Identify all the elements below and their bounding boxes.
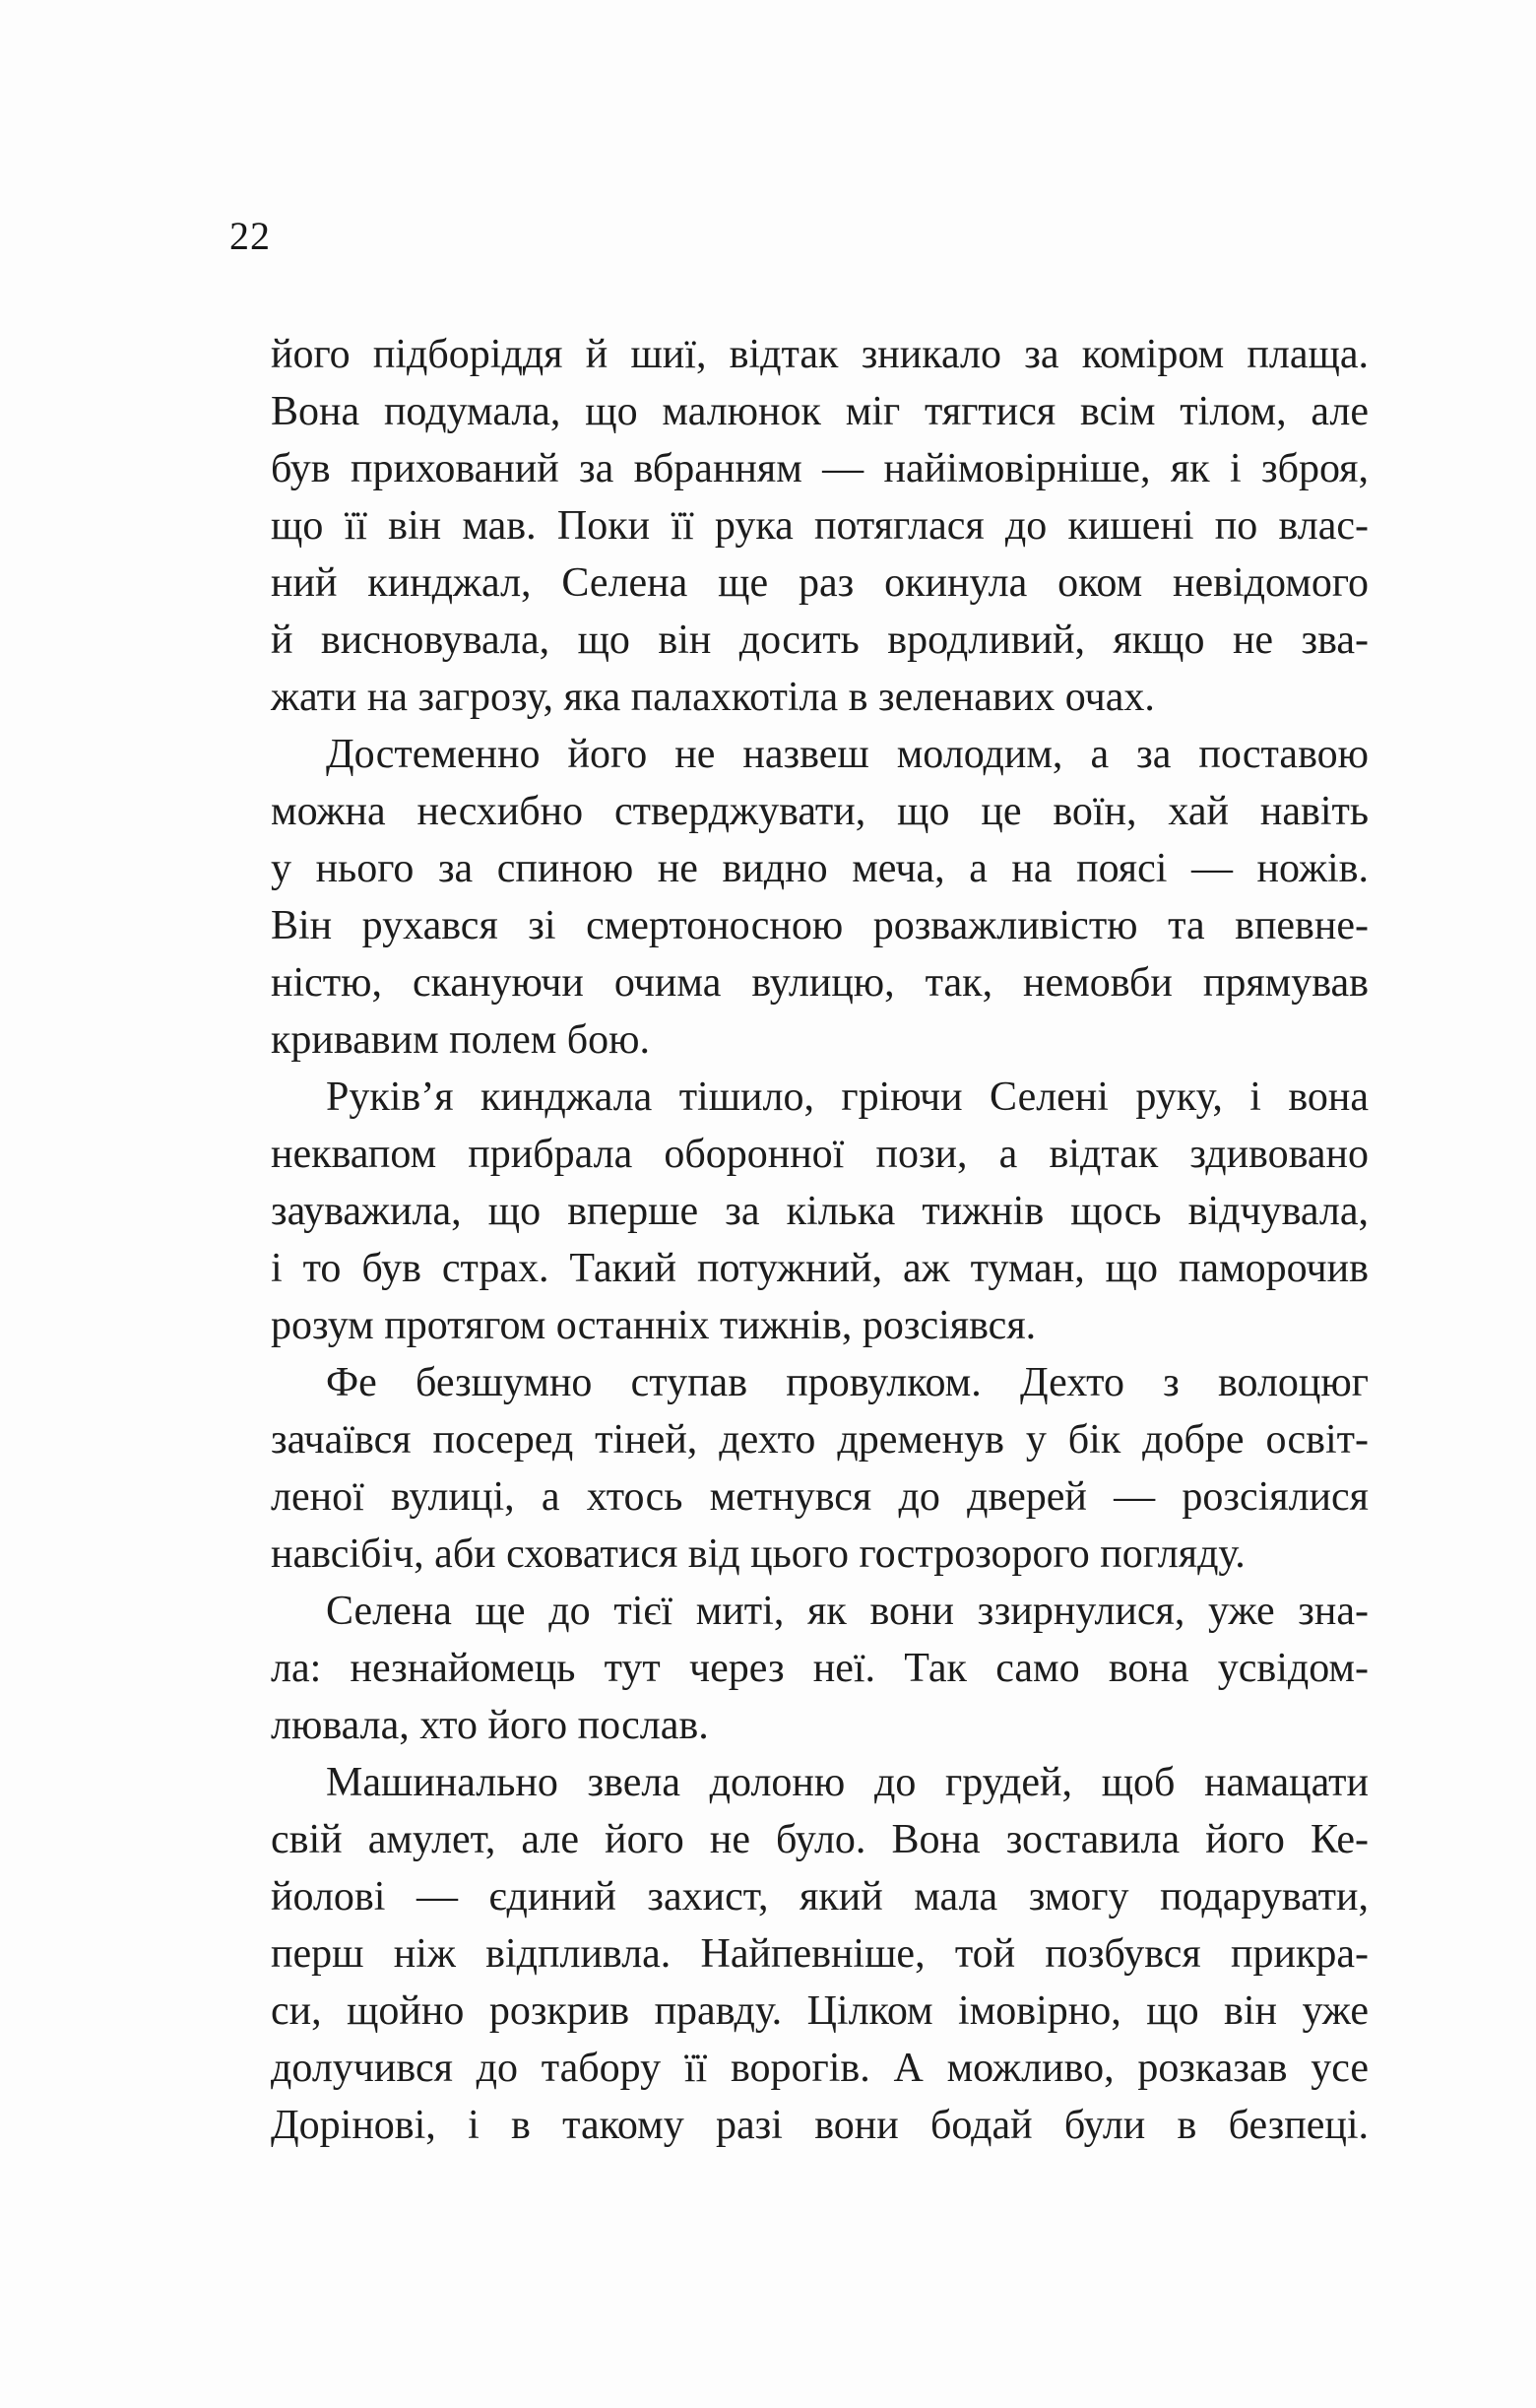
text-line: си, щойно розкрив правду. Цілком імовірно, що він уже — [271, 1988, 1369, 2034]
paragraph — [271, 1354, 1369, 1583]
text-line: ла: незнайомець тут через неї. Так само вона усвідом- — [271, 1646, 1369, 1691]
text-line: й висновувала, що він досить вродливий, якщо не зва- — [271, 618, 1369, 663]
text-line: зачаївся посеред тіней, дехто дременув у бік добре освіт- — [271, 1417, 1369, 1463]
text-line: Достеменно його не назвеш молодим, а за поставою — [326, 732, 1369, 777]
paragraph — [271, 1583, 1369, 1754]
text-line: йолові — єдиний захист, який мала змогу подарувати, — [271, 1874, 1369, 1920]
text-line: у нього за спиною не видно меча, а на поясі — ножів. — [271, 846, 1369, 891]
text-line: ний кинджал, Селена ще раз окинула оком невідомого — [271, 560, 1369, 606]
paragraph — [271, 1069, 1369, 1354]
text-line: свій амулет, але його не було. Вона зоставила його Ке- — [271, 1817, 1369, 1862]
text-line: що її він мав. Поки її рука потяглася до кишені по влас- — [271, 503, 1369, 549]
text-line: долучився до табору її ворогів. А можливо, розказав усе — [271, 2046, 1369, 2091]
text-line: Вона подумала, що малюнок міг тягтися всім тілом, але — [271, 389, 1369, 434]
text-line: Він рухався зі смертоносною розважливістю та впевне- — [271, 903, 1369, 948]
text-line: перш ніж відпливла. Найпевніше, той позбувся прикра- — [271, 1931, 1369, 1977]
text-line: зауважила, що вперше за кілька тижнів щось відчувала, — [271, 1189, 1369, 1234]
body-text-block — [271, 326, 1369, 2154]
text-line: ністю, скануючи очима вулицю, так, немовби прямував — [271, 960, 1369, 1006]
text-line: Машинально звела долоню до грудей, щоб намацати — [326, 1760, 1369, 1805]
text-line: Руків’я кинджала тішило, гріючи Селені руку, і вона — [326, 1074, 1369, 1120]
text-line: був прихований за вбранням — найімовірніше, як і зброя, — [271, 446, 1369, 491]
paragraph — [271, 326, 1369, 726]
text-line: Фе безшумно ступав провулком. Дехто з волоцюг — [326, 1360, 1369, 1405]
text-line: Селена ще до тієї миті, як вони ззирнулися, уже зна- — [326, 1589, 1369, 1634]
text-line: лювала, хто його послав. — [271, 1703, 709, 1748]
paragraph — [271, 1754, 1369, 2154]
text-line: жати на загрозу, яка палахкотіла в зеленавих очах. — [271, 675, 1155, 720]
text-line: і то був страх. Такий потужний, аж туман, що паморочив — [271, 1246, 1369, 1291]
text-line: леної вулиці, а хтось метнувся до дверей — розсіялися — [271, 1474, 1369, 1520]
text-line: неквапом прибрала оборонної пози, а відтак здивовано — [271, 1132, 1369, 1177]
paragraph — [271, 726, 1369, 1069]
text-line: розум протягом останніх тижнів, розсіявся. — [271, 1303, 1037, 1348]
text-line: його підборіддя й шиї, відтак зникало за коміром плаща. — [271, 332, 1369, 377]
page-number: 22 — [229, 214, 271, 258]
text-line: Дорінові, і в такому разі вони бодай були в безпеці. — [271, 2103, 1369, 2148]
text-line: кривавим полем бою. — [271, 1017, 651, 1063]
text-line: навсібіч, аби сховатися від цього гострозорого погляду. — [271, 1531, 1246, 1577]
text-line: можна несхибно стверджувати, що це воїн, хай навіть — [271, 789, 1369, 834]
